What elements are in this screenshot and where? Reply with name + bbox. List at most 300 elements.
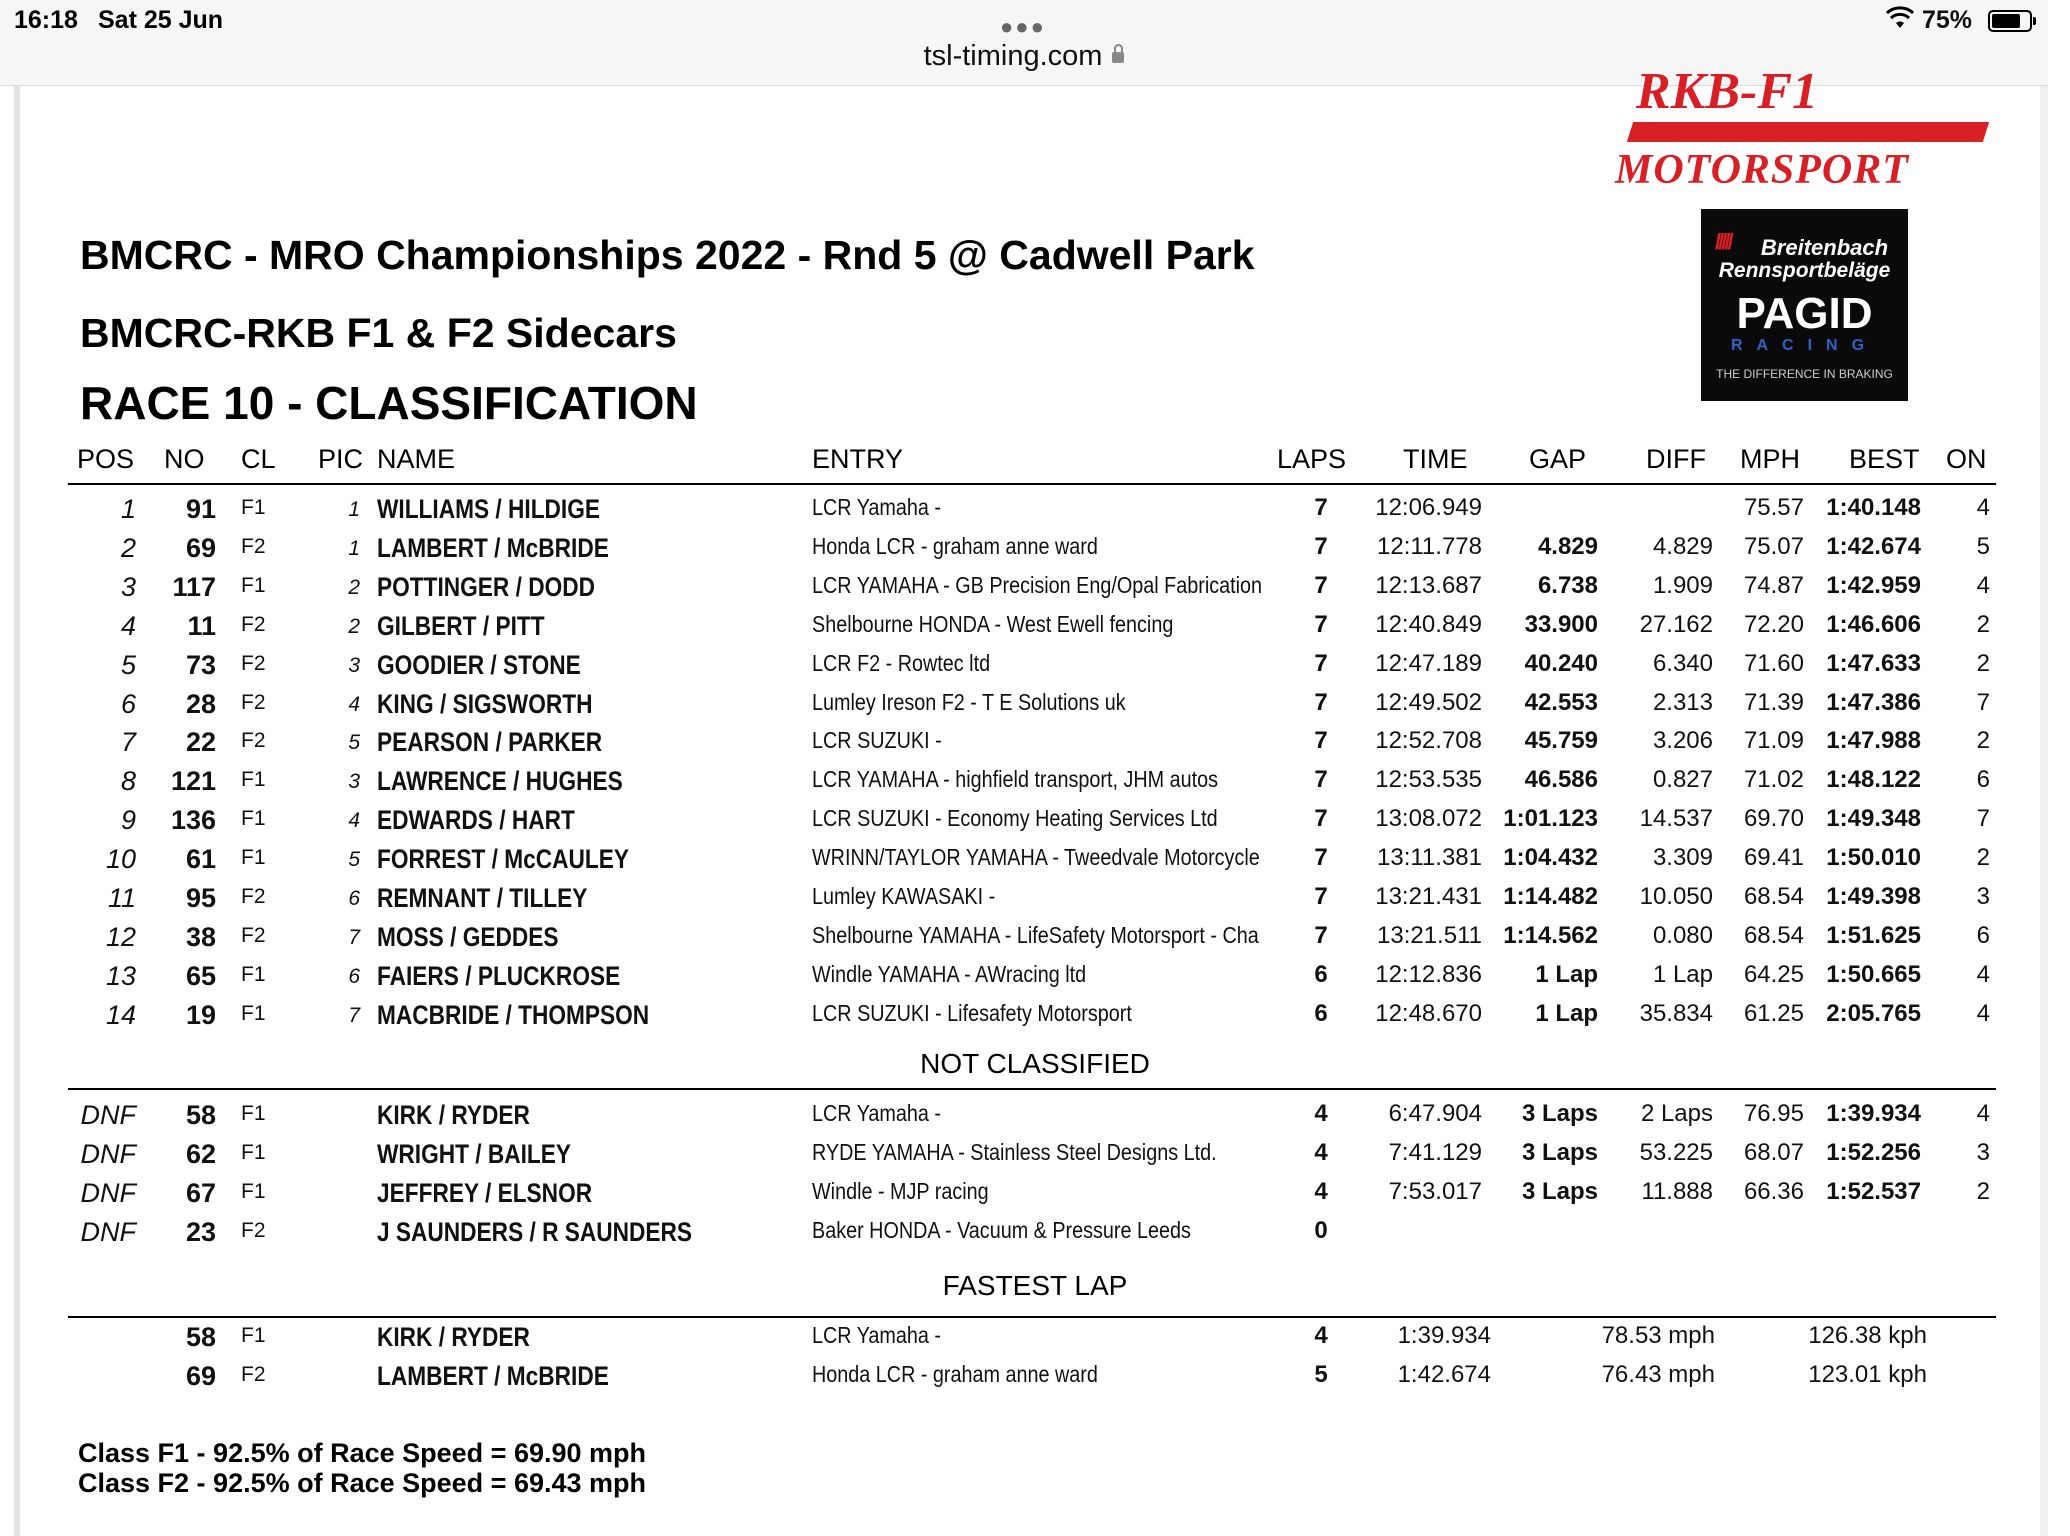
status-date: Sat 25 Jun: [98, 6, 224, 34]
fastest-lap-rule: [68, 1316, 1996, 1318]
pagid-logo: [1701, 209, 1908, 401]
cell-no: 67: [185, 1178, 216, 1208]
cell-best: 1:50.010: [1826, 844, 1921, 872]
cell-cl: F2: [241, 690, 266, 714]
cell-time: 12:53.535: [1375, 766, 1482, 794]
cell-on: 6: [1976, 921, 1990, 949]
table-row: [0, 727, 2048, 765]
cell-laps: 4: [1314, 1100, 1328, 1127]
cell-gap: 33.900: [1524, 610, 1598, 638]
col-name: NAME: [377, 444, 456, 474]
cell-cl: F1: [241, 807, 266, 831]
table-row: [0, 572, 2048, 610]
cell-entry: LCR Yamaha -: [812, 1322, 941, 1348]
battery-icon: [1988, 10, 2032, 32]
fastest-lap-heading: FASTEST LAP: [942, 1270, 1128, 1301]
table-row: [0, 1100, 2048, 1138]
cell-gap: 1:04.432: [1503, 844, 1598, 872]
cell-laps: 7: [1314, 844, 1328, 872]
cell-best: 1:52.537: [1826, 1178, 1921, 1205]
cell-cl: F1: [241, 846, 266, 870]
status-time: 16:18: [14, 6, 78, 34]
cell-time: 6:47.904: [1388, 1100, 1482, 1127]
cell-diff: 27.162: [1639, 610, 1713, 638]
cell-on: 4: [1976, 494, 1990, 521]
cell-name: FAIERS / PLUCKROSE: [377, 960, 621, 991]
cell-name: REMNANT / TILLEY: [377, 883, 588, 913]
cell-no: 11: [187, 610, 216, 641]
cell-best: 1:49.398: [1826, 883, 1921, 910]
lock-icon: [1112, 52, 1124, 63]
cell-entry: LCR SUZUKI -: [812, 727, 942, 754]
col-diff: DIFF: [1646, 444, 1706, 474]
cell-entry: RYDE YAMAHA - Stainless Steel Designs Ltd.: [812, 1139, 1217, 1165]
header-rule: [68, 483, 1996, 485]
cell-entry: Honda LCR - graham anne ward: [812, 1361, 1098, 1387]
col-on: ON: [1946, 444, 1987, 474]
cell-diff: 0.080: [1652, 921, 1713, 949]
cell-best: 1:47.988: [1826, 727, 1921, 755]
cell-pic: 6: [348, 887, 360, 910]
table-row: [0, 1322, 2048, 1360]
cell-cl: F1: [241, 1102, 266, 1125]
cell-time: 7:53.017: [1388, 1178, 1482, 1205]
cell-gap: 1:14.562: [1503, 921, 1598, 949]
cell-no: 117: [172, 571, 216, 602]
cell-name: PEARSON / PARKER: [377, 727, 603, 758]
cell-no: 91: [185, 494, 216, 524]
cell-no: 61: [185, 844, 216, 875]
cell-on: 4: [1976, 999, 1990, 1027]
cell-kph: 126.38 kph: [1808, 1322, 1927, 1349]
cell-pic: 3: [348, 770, 360, 794]
cell-entry: LCR SUZUKI - Economy Heating Services Ltd: [812, 805, 1218, 832]
cell-mph: 61.25: [1743, 999, 1804, 1027]
cell-name: LAWRENCE / HUGHES: [377, 766, 623, 797]
race-title: RACE 10 - CLASSIFICATION: [80, 377, 698, 429]
cell-pos: 12: [105, 921, 136, 952]
cell-entry: Lumley KAWASAKI -: [812, 883, 996, 909]
table-row: [0, 689, 2048, 727]
pagid-racing: RACING: [1730, 337, 1879, 354]
cell-best: 1:50.665: [1826, 960, 1921, 988]
not-classified-rule: [68, 1088, 1996, 1090]
pagid-brand: PAGID: [1736, 289, 1873, 338]
cell-on: 2: [1976, 727, 1990, 755]
cell-cl: F1: [241, 496, 266, 519]
cell-name: GILBERT / PITT: [377, 610, 545, 641]
col-no: NO: [164, 444, 205, 474]
table-row: [0, 883, 2048, 921]
table-row: [0, 533, 2048, 571]
cell-best: 1:39.934: [1826, 1100, 1921, 1127]
not-classified-heading: NOT CLASSIFIED: [920, 1048, 1150, 1079]
cell-name: MACBRIDE / THOMPSON: [377, 999, 650, 1030]
cell-mph: 75.57: [1743, 494, 1804, 521]
cell-best: 1:47.386: [1826, 688, 1921, 716]
cell-diff: 6.340: [1652, 649, 1713, 677]
cell-diff: 2.313: [1652, 688, 1713, 716]
cell-best: 1:40.148: [1826, 494, 1921, 521]
cell-laps: 7: [1314, 494, 1328, 521]
cell-no: 23: [185, 1217, 216, 1247]
cell-diff: 1.909: [1652, 571, 1713, 599]
cell-pic: 4: [348, 809, 360, 833]
cell-time: 7:41.129: [1388, 1139, 1482, 1166]
cell-pos: 2: [120, 532, 136, 563]
cell-cl: F1: [241, 1001, 266, 1025]
cell-no: 22: [185, 727, 216, 758]
cell-gap: 1:01.123: [1503, 805, 1598, 833]
cell-time: 12:52.708: [1375, 727, 1482, 755]
cell-gap: 1 Lap: [1535, 960, 1598, 988]
cell-best: 1:51.625: [1826, 921, 1921, 949]
cell-gap: 3 Laps: [1521, 1178, 1598, 1205]
cell-laps: 0: [1314, 1217, 1328, 1244]
cell-pic: 1: [348, 498, 360, 521]
table-row: [0, 650, 2048, 688]
cell-pos: 8: [120, 766, 136, 797]
cell-name: POTTINGER / DODD: [377, 571, 595, 602]
table-row: [0, 805, 2048, 843]
cell-name: EDWARDS / HART: [377, 805, 575, 836]
cell-cl: F1: [241, 573, 266, 597]
table-row: [0, 1217, 2048, 1255]
cell-name: KING / SIGSWORTH: [377, 688, 593, 719]
cell-on: 5: [1976, 532, 1990, 560]
cell-kph: 123.01 kph: [1808, 1361, 1927, 1388]
cell-on: 4: [1976, 960, 1990, 988]
col-gap: GAP: [1529, 444, 1587, 474]
cell-no: 121: [170, 766, 216, 797]
cell-on: 2: [1976, 610, 1990, 638]
cell-pic: 7: [348, 1003, 360, 1027]
cell-mph: 72.20: [1743, 610, 1804, 638]
cell-best: 1:48.122: [1826, 766, 1921, 794]
cell-time: 12:48.670: [1375, 999, 1482, 1027]
cell-cl: F2: [241, 729, 266, 753]
rkb-logo-bar: [1627, 122, 1989, 142]
cell-name: MOSS / GEDDES: [377, 921, 559, 952]
cell-laps: 7: [1314, 688, 1328, 716]
cell-entry: LCR SUZUKI - Lifesafety Motorsport: [812, 999, 1132, 1026]
cell-mph: 71.09: [1743, 727, 1804, 755]
cell-mph: 68.07: [1743, 1139, 1804, 1166]
cell-mph: 71.39: [1743, 688, 1804, 716]
cell-mph: 69.70: [1743, 805, 1804, 833]
cell-cl: F2: [241, 1219, 266, 1242]
cell-pic: 4: [348, 692, 360, 716]
cell-time: 13:08.072: [1375, 805, 1482, 833]
cell-pos: DNF: [80, 1217, 136, 1247]
cell-time: 1:42.674: [1397, 1361, 1491, 1388]
cell-pos: 5: [120, 649, 136, 680]
cell-time: 13:11.381: [1377, 844, 1482, 872]
class-f2-note: Class F2 - 92.5% of Race Speed = 69.43 mph: [78, 1468, 647, 1498]
cell-diff: 2 Laps: [1640, 1100, 1713, 1127]
cell-mph: 76.43 mph: [1601, 1361, 1715, 1388]
cell-diff: 3.309: [1652, 844, 1713, 872]
cell-diff: 4.829: [1652, 532, 1713, 560]
cell-entry: Windle YAMAHA - AWracing ltd: [812, 960, 1087, 987]
cell-laps: 7: [1314, 766, 1328, 794]
cell-laps: 7: [1314, 921, 1328, 949]
cell-no: 65: [185, 960, 216, 991]
cell-on: 7: [1976, 805, 1990, 833]
cell-pic: 2: [348, 614, 360, 638]
col-best: BEST: [1849, 444, 1920, 474]
cell-name: WRIGHT / BAILEY: [377, 1139, 572, 1169]
cell-pic: 3: [348, 653, 360, 677]
cell-cl: F1: [241, 768, 266, 792]
cell-pic: 2: [348, 575, 360, 599]
cell-diff: 0.827: [1652, 766, 1713, 794]
col-laps: LAPS: [1277, 444, 1347, 474]
cell-gap: 4.829: [1537, 532, 1598, 560]
cell-no: 38: [185, 921, 216, 952]
cell-pos: 1: [120, 494, 136, 524]
cell-pic: 1: [348, 536, 360, 560]
rkb-logo-lettering: RKB-F1: [1636, 63, 1819, 120]
cell-mph: 64.25: [1743, 960, 1804, 988]
cell-pos: 9: [120, 805, 136, 836]
cell-no: 19: [185, 999, 216, 1030]
cell-mph: 74.87: [1743, 571, 1804, 599]
cell-best: 1:42.674: [1826, 532, 1921, 560]
table-row: [0, 1361, 2048, 1399]
cell-on: 3: [1976, 883, 1990, 910]
wifi-icon: [1886, 8, 1914, 30]
stripes-icon: /////: [1715, 229, 1731, 254]
table-row: [0, 494, 2048, 532]
cell-entry: LCR YAMAHA - GB Precision Eng/Opal Fabrication: [812, 571, 1262, 598]
url-text: tsl-timing.com: [923, 40, 1103, 72]
cell-best: 1:42.959: [1826, 571, 1921, 599]
cell-mph: 76.95: [1743, 1100, 1804, 1127]
cell-cl: F1: [241, 1180, 266, 1203]
cell-laps: 7: [1314, 727, 1328, 755]
cell-name: GOODIER / STONE: [377, 649, 581, 680]
cell-entry: Honda LCR - graham anne ward: [812, 532, 1098, 559]
cell-on: 6: [1976, 766, 1990, 794]
cell-laps: 7: [1314, 883, 1328, 910]
rkb-logo-text: [1636, 63, 1984, 120]
cell-no: 95: [185, 883, 216, 913]
cell-no: 28: [185, 688, 216, 719]
cell-entry: Shelbourne YAMAHA - LifeSafety Motorsport - Cha: [812, 921, 1259, 948]
table-row: [0, 1000, 2048, 1038]
cell-mph: 68.54: [1743, 921, 1804, 949]
cell-time: 1:39.934: [1397, 1322, 1491, 1349]
cell-diff: 11.888: [1641, 1178, 1713, 1205]
event-title: BMCRC - MRO Championships 2022 - Rnd 5 @ Cadwell Park: [80, 232, 1255, 278]
cell-diff: 10.050: [1639, 883, 1713, 910]
cell-mph: 75.07: [1743, 532, 1804, 560]
col-mph: MPH: [1740, 444, 1800, 474]
cell-entry: LCR YAMAHA - highfield transport, JHM autos: [812, 766, 1219, 793]
table-row: [0, 844, 2048, 882]
cell-cl: F2: [241, 885, 266, 908]
cell-on: 7: [1976, 688, 1990, 716]
cell-mph: 71.60: [1743, 649, 1804, 677]
cell-cl: F2: [241, 923, 266, 947]
series-title: BMCRC-RKB F1 & F2 Sidecars: [80, 310, 677, 356]
cell-gap: 40.240: [1524, 649, 1598, 677]
cell-diff: 3.206: [1652, 727, 1713, 755]
cell-gap: 45.759: [1524, 727, 1598, 755]
cell-cl: F1: [241, 1141, 266, 1164]
cell-name: JEFFREY / ELSNOR: [377, 1178, 593, 1208]
cell-time: 12:13.687: [1375, 571, 1482, 599]
cell-laps: 7: [1314, 805, 1328, 833]
class-f1-note: Class F1 - 92.5% of Race Speed = 69.90 mph: [78, 1438, 647, 1468]
pagid-line2: Rennsportbeläge: [1718, 259, 1891, 282]
cell-pos: 6: [120, 688, 136, 719]
col-pos: POS: [77, 444, 135, 474]
cell-laps: 6: [1314, 999, 1328, 1027]
cell-mph: 68.54: [1743, 883, 1804, 910]
battery-percent: 75%: [1922, 6, 1973, 34]
cell-laps: 7: [1314, 649, 1328, 677]
cell-on: 2: [1976, 649, 1990, 677]
cell-pos: 7: [120, 727, 136, 758]
column-headers: [0, 444, 2048, 480]
cell-pos: 3: [120, 571, 136, 602]
cell-laps: 6: [1314, 960, 1328, 988]
col-pic: PIC: [318, 444, 364, 474]
cell-best: 2:05.765: [1826, 999, 1921, 1027]
table-row: [0, 1139, 2048, 1177]
cell-name: KIRK / RYDER: [377, 1322, 530, 1352]
cell-name: LAMBERT / McBRIDE: [377, 1361, 609, 1391]
cell-cl: F2: [241, 534, 266, 558]
cell-name: LAMBERT / McBRIDE: [377, 532, 609, 563]
cell-pos: 4: [120, 610, 136, 641]
cell-name: J SAUNDERS / R SAUNDERS: [377, 1217, 693, 1247]
cell-no: 73: [185, 649, 216, 680]
cell-on: 4: [1976, 1100, 1990, 1127]
cell-time: 13:21.431: [1375, 883, 1482, 910]
cell-entry: Shelbourne HONDA - West Ewell fencing: [812, 610, 1174, 637]
cell-cl: F1: [241, 1324, 266, 1347]
cell-entry: Windle - MJP racing: [812, 1178, 989, 1204]
cell-pos: DNF: [80, 1100, 136, 1130]
cell-pos: DNF: [80, 1139, 136, 1169]
cell-laps: 4: [1314, 1178, 1328, 1205]
cell-name: KIRK / RYDER: [377, 1100, 530, 1130]
table-row: [0, 922, 2048, 960]
cell-laps: 7: [1314, 532, 1328, 560]
cell-on: 4: [1976, 571, 1990, 599]
cell-time: 12:49.502: [1375, 688, 1482, 716]
pagid-tagline: THE DIFFERENCE IN BRAKING: [1716, 367, 1893, 381]
cell-time: 12:12.836: [1375, 960, 1482, 988]
col-entry: ENTRY: [812, 444, 904, 474]
cell-time: 12:40.849: [1375, 610, 1482, 638]
cell-laps: 7: [1314, 571, 1328, 599]
pagid-line1: Breitenbach: [1760, 235, 1889, 260]
cell-best: 1:47.633: [1826, 649, 1921, 677]
table-row: [0, 611, 2048, 649]
cell-gap: 6.738: [1537, 571, 1598, 599]
cell-gap: 1:14.482: [1503, 883, 1598, 910]
cell-laps: 7: [1314, 610, 1328, 638]
cell-cl: F2: [241, 651, 266, 675]
cell-cl: F2: [241, 612, 266, 636]
cell-lap: 5: [1314, 1361, 1328, 1388]
cell-gap: 1 Lap: [1535, 999, 1598, 1027]
cell-no: 69: [185, 1361, 216, 1391]
cell-pos: 10: [105, 844, 136, 875]
cell-pos: DNF: [80, 1178, 136, 1208]
cell-on: 2: [1976, 1178, 1990, 1205]
cell-no: 58: [185, 1100, 216, 1130]
more-dots-icon[interactable]: ●●●: [1000, 14, 1046, 39]
cell-pic: 6: [348, 964, 360, 988]
table-row: [0, 766, 2048, 804]
table-row: [0, 1178, 2048, 1216]
cell-laps: 4: [1314, 1139, 1328, 1166]
cell-best: 1:46.606: [1826, 610, 1921, 638]
cell-entry: LCR Yamaha -: [812, 1100, 941, 1126]
cell-entry: WRINN/TAYLOR YAMAHA - Tweedvale Motorcycle: [812, 844, 1260, 871]
cell-diff: 53.225: [1639, 1139, 1713, 1166]
cell-pos: 14: [105, 999, 136, 1030]
cell-time: 12:11.778: [1377, 532, 1482, 560]
cell-name: WILLIAMS / HILDIGE: [377, 494, 601, 524]
cell-gap: 3 Laps: [1521, 1139, 1598, 1166]
cell-entry: LCR F2 - Rowtec ltd: [812, 649, 991, 676]
cell-time: 13:21.511: [1377, 921, 1482, 949]
col-time: TIME: [1403, 444, 1468, 474]
cell-best: 1:49.348: [1826, 805, 1921, 833]
cell-on: 3: [1976, 1139, 1990, 1166]
cell-best: 1:52.256: [1826, 1139, 1921, 1166]
cell-no: 136: [170, 805, 216, 836]
cell-no: 62: [185, 1139, 216, 1169]
cell-name: FORREST / McCAULEY: [377, 844, 630, 875]
cell-pos: 13: [105, 960, 136, 991]
cell-mph: 66.36: [1743, 1178, 1804, 1205]
cell-entry: Lumley Ireson F2 - T E Solutions uk: [812, 688, 1126, 715]
cell-entry: Baker HONDA - Vacuum & Pressure Leeds: [812, 1217, 1191, 1243]
table-row: [0, 961, 2048, 999]
cell-mph: 69.41: [1743, 844, 1804, 872]
cell-gap: 42.553: [1524, 688, 1598, 716]
cell-lap: 4: [1314, 1322, 1328, 1349]
cell-pic: 7: [348, 925, 360, 949]
cell-pic: 5: [348, 731, 360, 755]
cell-cl: F2: [241, 1363, 266, 1386]
cell-diff: 14.537: [1639, 805, 1713, 833]
cell-no: 58: [185, 1322, 216, 1352]
cell-gap: 46.586: [1524, 766, 1598, 794]
cell-cl: F1: [241, 962, 266, 986]
cell-mph: 71.02: [1743, 766, 1804, 794]
cell-diff: 1 Lap: [1652, 960, 1713, 988]
cell-gap: 3 Laps: [1521, 1100, 1598, 1127]
cell-time: 12:06.949: [1375, 494, 1482, 521]
cell-on: 2: [1976, 844, 1990, 872]
cell-pic: 5: [348, 848, 360, 872]
cell-mph: 78.53 mph: [1601, 1322, 1715, 1349]
cell-diff: 35.834: [1639, 999, 1713, 1027]
cell-time: 12:47.189: [1375, 649, 1482, 677]
cell-pos: 11: [107, 883, 136, 913]
col-cl: CL: [241, 444, 276, 474]
motorsport-logo: MOTORSPORT: [1615, 147, 1909, 193]
cell-no: 69: [185, 532, 216, 563]
